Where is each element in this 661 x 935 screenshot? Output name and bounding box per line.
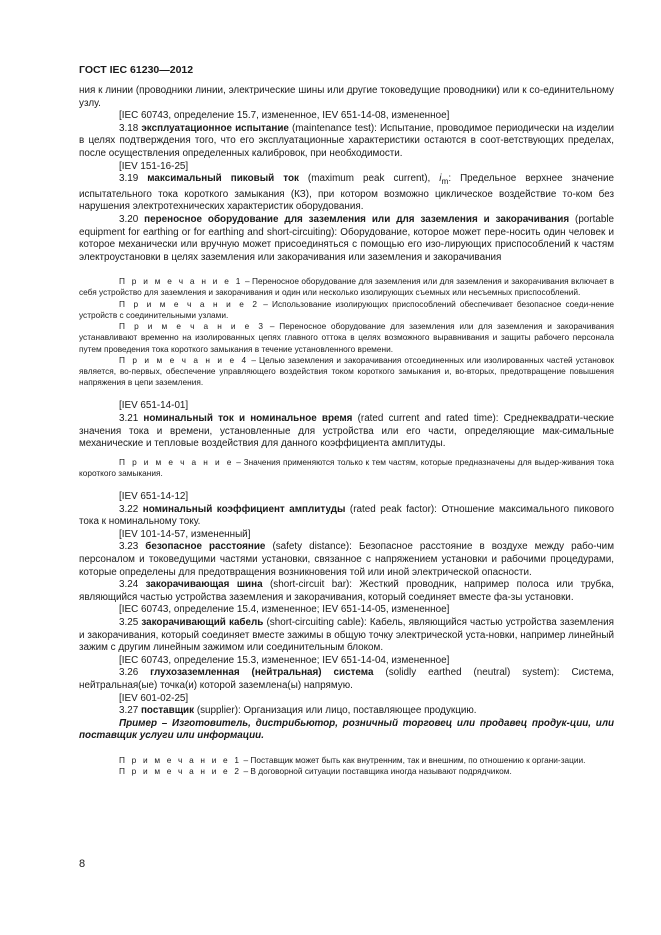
note-label: П р и м е ч а н и е bbox=[119, 456, 234, 467]
term-3-23 bbox=[79, 541, 614, 579]
example-3-27: Пример – Изготовитель, дистрибьютор, розничный торговец или продавец продук-ции, или поставщик услуги или информации. bbox=[79, 717, 614, 742]
note-label: П р и м е ч а н и е 4 bbox=[119, 354, 249, 365]
term-name: номинальный ток и номинальное время bbox=[143, 412, 353, 424]
page-content bbox=[79, 85, 614, 777]
term-definition: (maximum peak current), bbox=[298, 173, 440, 185]
note-text: – Переносное оборудование для заземления или для заземления и закорачивания устанавливают временно на изолированных цепях главного оттока в целях возможного выравнивания и защиты рабочего персонала путем проведения тока короткого замыкания в течение установленного времени. bbox=[79, 321, 615, 354]
term-3-22 bbox=[79, 504, 614, 529]
note-label: П р и м е ч а н и е 1 bbox=[119, 754, 242, 765]
reference-iev-101: [IEV 101-14-57, измененный] bbox=[119, 528, 251, 540]
note-text: – Использование изолирующих приспособлений обеспечивает безопасное соеди-нение устройств с соединительными узлами. bbox=[79, 298, 614, 320]
term-3-21 bbox=[79, 413, 614, 451]
term-number: 3.25 bbox=[119, 617, 142, 629]
reference-iev-151: [IEV 151-16-25] bbox=[119, 160, 189, 172]
term-number: 3.22 bbox=[119, 503, 143, 515]
reference-iev-601: [IEV 601-02-25] bbox=[119, 692, 189, 704]
term-name: максимальный пиковый ток bbox=[147, 173, 299, 185]
term-name: закорачивающий кабель bbox=[141, 617, 264, 629]
note-label: П р и м е ч а н и е 3 bbox=[119, 321, 266, 332]
reference-iev-651-01: [IEV 651-14-01] bbox=[119, 400, 189, 412]
note-text: – Целью заземления и закорачивания отсоединенных или изолированных частей установок является, во-первых, обеспечение управляющего воздействия током короткого замыкания и, во-вторых, предотвращение повышения напряжения в цепи заземления. bbox=[79, 354, 614, 388]
term-3-26 bbox=[79, 667, 614, 692]
term-definition-cont: : Предельное верхнее значение испытательного тока короткого замыкания (КЗ), при котором возможно циклическое воздействие то-ком без нарушения электротехнических характеристик оборудования. bbox=[79, 173, 614, 213]
note-label: П р и м е ч а н и е 2 bbox=[119, 298, 260, 309]
term-definition: (maintenance test): Испытание, проводимое периодически на изделии в целях подтверждения того, что его эксплуатационные характеристики остаются в соот-ветствующих пределах, после осуществления определенных калибровок, при необходимости. bbox=[79, 122, 615, 159]
term-3-20 bbox=[79, 214, 614, 264]
note-label: П р и м е ч а н и е 2 bbox=[119, 766, 242, 777]
note-2 bbox=[79, 299, 614, 321]
term-name: поставщик bbox=[140, 705, 195, 717]
term-number: 3.19 bbox=[119, 173, 148, 185]
term-3-25 bbox=[79, 617, 614, 655]
reference-iec-15-3: [IEC 60743, определение 15.3, измененное; IEV 651-14-04, измененное] bbox=[119, 654, 450, 666]
note-text: – Поставщик может быть как внутренним, так и внешним, по отношению к органи-зации. bbox=[241, 754, 586, 765]
term-number: 3.23 bbox=[119, 541, 146, 553]
term-number: 3.20 bbox=[119, 213, 145, 225]
term-definition: (supplier): Организация или лицо, поставляющее продукцию. bbox=[194, 705, 477, 717]
reference-iec-15-7: [IEC 60743, определение 15.7, измененное, IEV 651-14-08, измененное] bbox=[119, 110, 450, 122]
term-number: 3.21 bbox=[119, 412, 144, 424]
note-1 bbox=[79, 755, 614, 766]
page-number: 8 bbox=[79, 858, 86, 870]
note-text: – Переносное оборудование для заземления или для заземления и закорачивания включает в себя устройство для заземления и закорачивания и один или несколько изолирующих съемных или несъемных приспособлений. bbox=[79, 276, 614, 298]
term-name: номинальный коэффициент амплитуды bbox=[142, 503, 346, 515]
term-3-24 bbox=[79, 579, 614, 604]
note-2 bbox=[79, 766, 614, 777]
note-1 bbox=[79, 276, 614, 298]
note-3-21 bbox=[79, 457, 614, 479]
term-number: 3.27 bbox=[119, 705, 141, 717]
term-number: 3.18 bbox=[119, 122, 142, 134]
term-definition: (rated peak factor): Отношение максимального пикового тока к номинальному току. bbox=[79, 503, 614, 528]
term-name: безопасное расстояние bbox=[145, 541, 266, 553]
term-definition: (solidly earthed (neutral) system): Система, нейтральная(ые) точка(и) которой заземлена(ы) напрямую. bbox=[79, 667, 615, 691]
note-label: П р и м е ч а н и е 1 bbox=[119, 276, 243, 287]
term-definition: (portable equipment for earthing or for earthing and short-circuiting): Оборудование, которое может пере-носить один человек и которое механически или вручную может присоединяться с помощью его изо-лирующих приспособлений к частям электроустановки в целях заземления или закорачивания или заземления и закорачивания bbox=[79, 213, 615, 263]
term-definition: (safety distance): Безопасное расстояние в воздухе между рабо-чим персоналом и токоведущими частями установки, связанное с напряжением установки и рабочими процедурами, которые определены для предотвращения возникновения той или иной электрической опасности. bbox=[79, 541, 614, 578]
term-name: переносное оборудование для заземления или для заземления и закорачивания bbox=[144, 213, 570, 225]
symbol-subscript: m bbox=[441, 177, 449, 187]
note-3 bbox=[79, 321, 614, 355]
note-text: – В договорной ситуации поставщика иногда называют подрядчиком. bbox=[241, 766, 512, 777]
term-name: эксплуатационное испытание bbox=[141, 122, 289, 134]
note-text: – Значения применяются только к тем частям, которые предназначены для выдер-живания тока короткого замыкания. bbox=[79, 456, 614, 478]
term-number: 3.26 bbox=[119, 667, 151, 679]
term-3-19 bbox=[79, 173, 614, 214]
notes-3-27 bbox=[79, 755, 614, 777]
document-header: ГОСТ IEC 61230—2012 bbox=[79, 64, 194, 76]
reference-iev-651-12: [IEV 651-14-12] bbox=[119, 491, 189, 503]
notes-3-20 bbox=[79, 276, 614, 388]
term-definition: (short-circuiting cable): Кабель, являющийся частью устройства заземления и закорачивания, который соединяет вместе зажимы в общую точку электрической уста-новки, например линейный зажим с другим линейным зажимом или соединительным блоком. bbox=[79, 617, 614, 654]
term-name: глухозаземленная (нейтральная) система bbox=[150, 667, 374, 679]
note-4 bbox=[79, 355, 614, 389]
continuation-paragraph: ния к линии (проводники линии, электрические шины или другие токоведущие проводники) или к со-единительному узлу. bbox=[79, 85, 614, 109]
term-definition: (short-circuit bar): Жесткий проводник, например полоса или трубка, являющийся частью устройства заземления и закорачивания, который соединяет вместе фа-зы установки. bbox=[79, 579, 614, 603]
term-name: закорачивающая шина bbox=[145, 579, 263, 591]
symbol: i bbox=[439, 173, 442, 185]
term-number: 3.24 bbox=[119, 579, 146, 591]
term-3-18 bbox=[79, 123, 614, 161]
term-3-27 bbox=[79, 705, 614, 718]
term-definition: (rated current and rated time): Среднеквадрати-ческие значения тока и времени, установленные для устройства или его части, определяющие мак-симальные механические и тепловые воздействия для данного коэффициента амплитуды. bbox=[79, 412, 614, 450]
reference-iec-15-4: [IEC 60743, определение 15.4, измененное; IEV 651-14-05, измененное] bbox=[119, 604, 450, 616]
